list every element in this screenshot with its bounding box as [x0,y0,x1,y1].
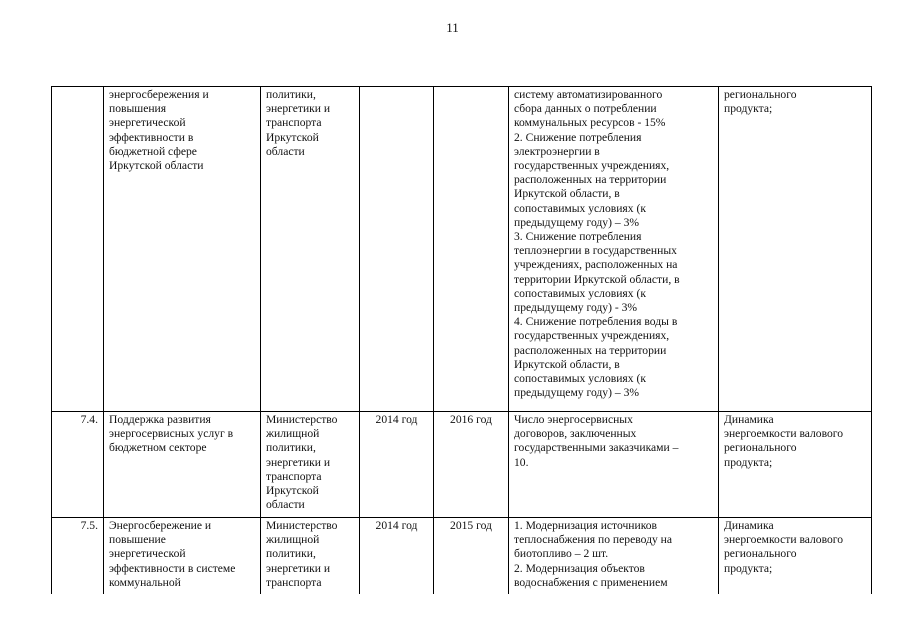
start-year: 2014 год [360,518,434,608]
measure-name: Поддержка развития энергосервисных услуг в бюджетном секторе [104,412,261,518]
end-year: 2015 год [434,518,509,608]
table-row [52,412,872,518]
start-year: 2014 год [360,412,434,518]
start-year [360,87,434,412]
executor: Министерство жилищной политики, энергетики и транспорта [261,518,360,608]
executor: политики, энергетики и транспорта Иркутской области [261,87,360,412]
end-year [434,87,509,412]
target-indicators: систему автоматизированного сбора данных о потреблении коммунальных ресурсов - 15% 2. Снижение потребления электроэнергии в государственных учреждениях, расположенных на территории Иркутской области, в сопоставимых условиях (к предыдущему году) – 3% 3. Снижение потребления теплоэнергии в государственных учреждениях, расположенных на территории Иркутской области, в сопоставимых условиях (к предыдущему году) - 3% 4. Снижение потребления воды в государственных учреждениях, расположенных на территории Иркутской области, в сопоставимых условиях (к предыдущему году) – 3% [509,87,719,412]
expected-results: регионального продукта; [719,87,872,412]
end-year: 2016 год [434,412,509,518]
expected-results: Динамика энергоемкости валового регионального продукта; [719,412,872,518]
row-number [52,87,104,412]
page-number: 11 [446,20,459,35]
program-measures-table [51,86,872,608]
target-indicators: Число энергосервисных договоров, заключенных государственными заказчиками – 10. [509,412,719,518]
row-number: 7.5. [52,518,104,608]
target-indicators: 1. Модернизация источников теплоснабжения по переводу на биотопливо – 2 шт. 2. Модернизация объектов водоснабжения с применением [509,518,719,608]
row-number: 7.4. [52,412,104,518]
expected-results: Динамика энергоемкости валового регионального продукта; [719,518,872,608]
executor: Министерство жилищной политики, энергетики и транспорта Иркутской области [261,412,360,518]
measure-name: Энергосбережение и повышение энергетической эффективности в системе коммунальной [104,518,261,608]
page-bottom-margin [0,594,905,640]
table-row [52,87,872,412]
measure-name: энергосбережения и повышения энергетической эффективности в бюджетной сфере Иркутской области [104,87,261,412]
